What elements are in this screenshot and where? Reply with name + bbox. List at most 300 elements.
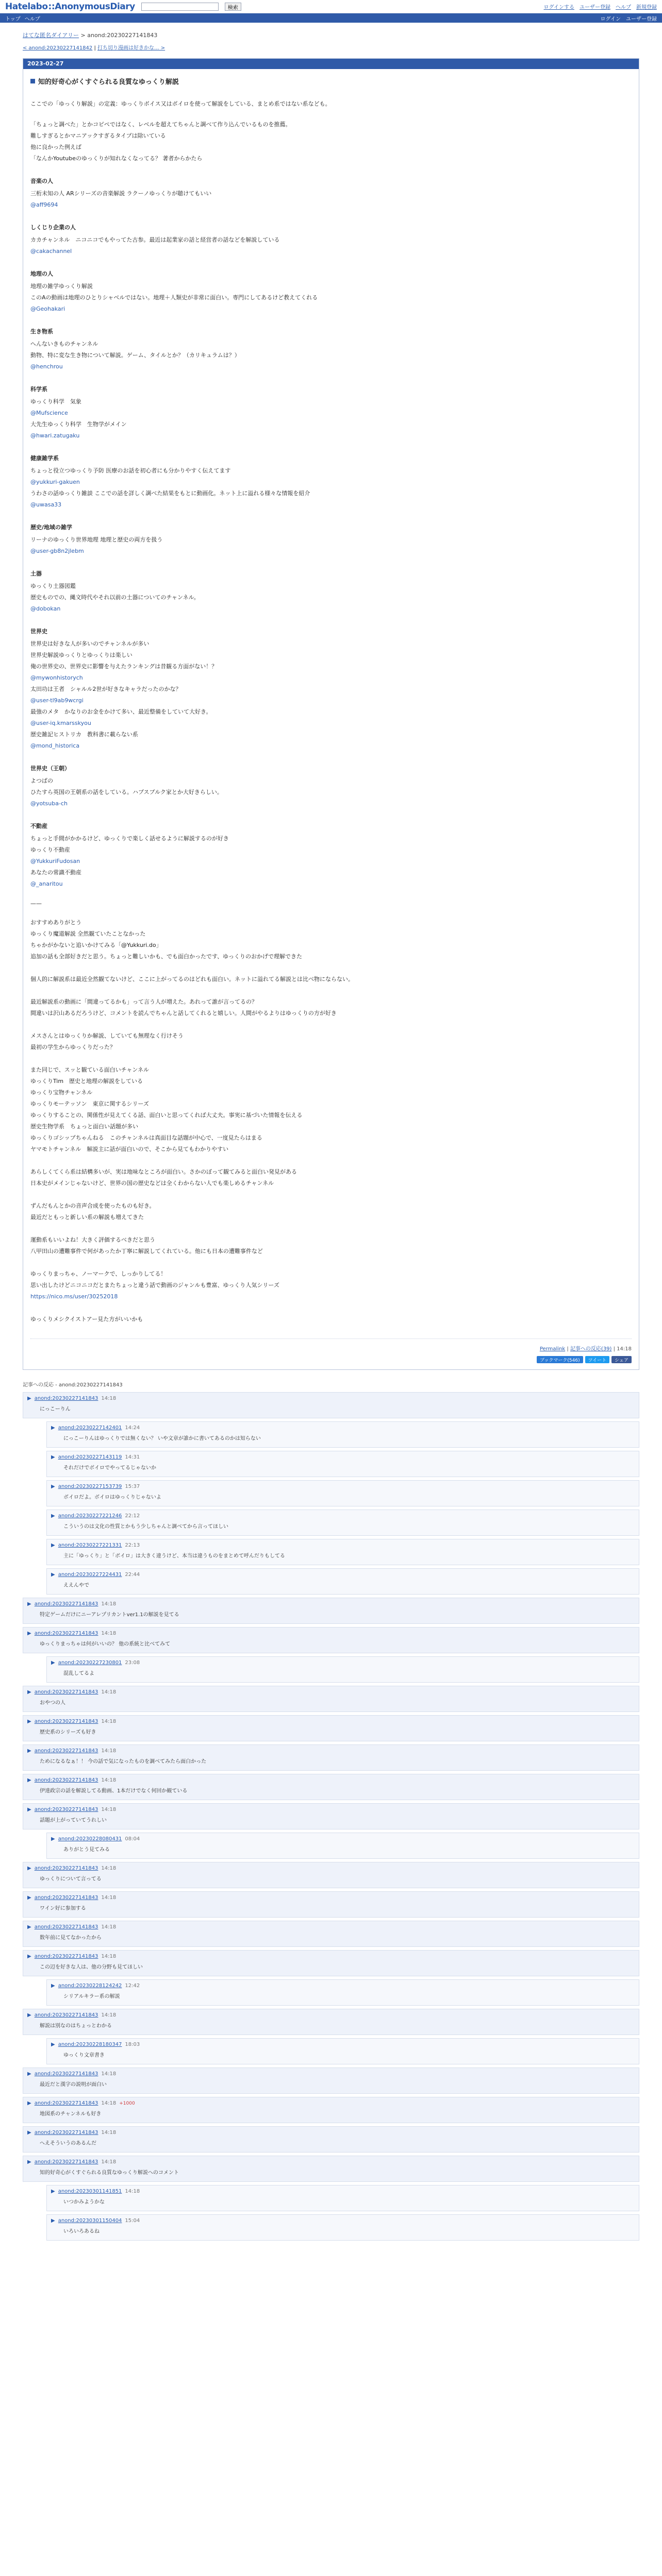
channel-handle-link[interactable]: @_anaritou: [30, 880, 63, 887]
tail-line: 間違いは沢山あるだろうけど、コメントを読んでちゃんと話してくれると嬉しい。人間がやるよりはゆっくりの方が好き: [30, 1010, 337, 1016]
tail-line: 歴史生物学系 ちょっと面白い話題が多い: [30, 1123, 138, 1130]
tail-line: ゆっくり魔道解説 全然観ていたことなかった: [30, 930, 146, 937]
tail-line: 最近解説系の動画に「間違ってるかも」って言う人が増えた。あれって誰が言ってるの？: [30, 998, 257, 1005]
tail-line: 個人的に解説系は最近全然観てないけど、ここに上がってるのはどれも面白い。ネットに溢れてる解説とは比べ物にならない。: [30, 976, 354, 982]
tail-line: ゆっくりまっちゃ、ノーマークで、しっかりしてる！: [30, 1270, 167, 1277]
comment-meta: [27, 2130, 635, 2136]
share-row: [30, 1356, 632, 1363]
reply-arrow-icon: ▶: [51, 2189, 55, 2194]
comment-meta: [51, 1513, 635, 1519]
comment-body: 歴史系のシリーズも好き: [40, 1730, 96, 1735]
breadcrumb-home[interactable]: はてな匿名ダイアリー: [23, 32, 79, 39]
tail-line: [30, 1223, 632, 1234]
comment-body: 混乱してるよ: [63, 1671, 94, 1676]
comment-meta: [27, 2100, 635, 2106]
comment-meta: [27, 2071, 635, 2077]
article-sections: [30, 177, 632, 890]
section-line: 世界史解説ゆっくりとゆっくりは楽しい: [30, 652, 133, 658]
reply-arrow-icon: ▶: [27, 1601, 31, 1607]
comment-time: 14:18: [101, 2012, 117, 2018]
comment-item: [46, 1539, 639, 1565]
comment-item: [23, 1627, 639, 1653]
section-line: ゆっくり土器図鑑: [30, 583, 76, 589]
section-line: このAの動画は地理のひとりシャベルではない。地理＋人類史が非常に面白い。専門にしてあるけど教えてくれる: [30, 294, 318, 301]
reply-arrow-icon: ▶: [27, 1631, 31, 1636]
comment-time: 14:18: [101, 1719, 117, 1724]
tail-line: また同じで、スッと観ている面白いチャンネル: [30, 1066, 150, 1073]
reply-arrow-icon: ▶: [51, 1543, 55, 1548]
comment-body: それだけでボイロでやってるじゃないか: [63, 1465, 156, 1471]
reply-arrow-icon: ▶: [27, 1689, 31, 1695]
comment-id-link[interactable]: anond:20230227141843: [34, 2159, 98, 2165]
comment-body: シリアルキラー系の解説: [63, 1994, 120, 1999]
comment-id-link[interactable]: anond:20230227141843: [34, 1748, 98, 1754]
reactions-link[interactable]: 記事への反応(39): [570, 1346, 612, 1352]
comment-body: へえそういうのあるんだ: [40, 2141, 96, 2146]
comment-time: 08:04: [125, 1836, 140, 1842]
comment-item: [23, 1744, 639, 1771]
comment-id-link[interactable]: anond:20230227141843: [34, 1777, 98, 1783]
subnav-help[interactable]: ヘルプ: [24, 16, 40, 22]
article-tail: [30, 917, 632, 1325]
comment-body: この辺を好きな人は、他の分野も見てほしい: [40, 1964, 143, 1970]
tail-line: [30, 1019, 632, 1030]
comment-meta: [27, 1777, 635, 1783]
reply-arrow-icon: ▶: [27, 2130, 31, 2136]
top-link-register[interactable]: ユーザー登録: [580, 5, 610, 10]
top-bar: [0, 0, 662, 13]
comment-id-link[interactable]: anond:20230227141843: [34, 1689, 98, 1695]
section-line: あなたの常識不動産: [30, 869, 81, 876]
channel-handle-link[interactable]: @dobokan: [30, 605, 61, 612]
comment-meta: [27, 1689, 635, 1695]
article: [23, 58, 639, 1370]
tail-line: ゆっくりTim 歴史と地理の解説をしている: [30, 1078, 143, 1084]
section-heading: 土器: [30, 570, 42, 577]
external-link[interactable]: https://nico.ms/user/30252018: [30, 1293, 118, 1300]
comment-time: 14:18: [101, 2071, 117, 2077]
comment-tag: +1000: [119, 2100, 135, 2106]
comment-id-link[interactable]: anond:20230228124242: [58, 1983, 122, 1989]
comment-time: 14:18: [125, 2189, 140, 2194]
title-square-icon: [30, 79, 35, 83]
comment-body: ためになるなぁ！！ 今の話で気になったものを調べてみたら面白かった: [40, 1759, 207, 1765]
section-heading: 生き物系: [30, 328, 53, 335]
reply-arrow-icon: ▶: [51, 1836, 55, 1842]
channel-handle-link[interactable]: @Mufscience: [30, 410, 68, 416]
comment-id-link[interactable]: anond:20230227141843: [34, 1396, 98, 1401]
comment-item: [46, 1568, 639, 1595]
comment-id-link[interactable]: anond:20230301150404: [58, 2218, 122, 2224]
comment-body: 知的好奇心がくすぐられる良質なゆっくり解説へのコメント: [40, 2170, 179, 2176]
intro-paragraph: 「ちょっと調べた」とかコピペではなく、レベルを超えてちゃんと調べて作り込んでいるものを推薦。 難しすぎるとかマニアックすぎるタイプは除いている 他に良かった例えば 「なんかYoutubeのゆっくりが知れなくなってる？ 著者からかたら: [30, 121, 291, 162]
section-line: カカチャンネル ニコニコでもやってた古参。最近は起業家の話と経営者の話などを解説している: [30, 236, 280, 243]
footer-sep: |: [565, 1346, 570, 1352]
comment-meta: [51, 2042, 635, 2047]
reply-arrow-icon: ▶: [27, 1954, 31, 1959]
section-line: リーナのゆっくり世界地理 地理と歴史の両方を扱う: [30, 536, 163, 543]
tweet-button[interactable]: ツイート: [585, 1356, 610, 1363]
breadcrumb-sep: >: [79, 32, 88, 39]
section-line: ゆっくり不動産: [30, 846, 70, 853]
logo-part2: ::AnonymousDiary: [48, 1, 135, 12]
reply-arrow-icon: ▶: [27, 1777, 31, 1783]
channel-handle-link[interactable]: @user-iq.kmarsskyou: [30, 720, 91, 726]
comment-id-link[interactable]: anond:20230227224431: [58, 1572, 122, 1578]
comment-id-link[interactable]: anond:20230227153739: [58, 1484, 122, 1489]
comment-body: ワイン好に参加する: [40, 1906, 86, 1911]
comment-body: 伊達政宗の話を解説してる動画、1本だけでなく何回か観ている: [40, 1788, 188, 1794]
section-line: よつばの: [30, 777, 53, 784]
comment-meta: [27, 1866, 635, 1871]
comment-id-link[interactable]: anond:20230227142401: [58, 1425, 122, 1431]
section-line: へんないきものチャンネル: [30, 341, 98, 347]
article-separator: ——: [30, 900, 42, 907]
reply-arrow-icon: ▶: [51, 1425, 55, 1431]
comment-body: ありがとう見てみる: [63, 1847, 110, 1853]
comment-item: [46, 1451, 639, 1477]
comment-id-link[interactable]: anond:20230227141843: [34, 1631, 98, 1636]
reply-arrow-icon: ▶: [27, 1866, 31, 1871]
comment-body: ええんやで: [63, 1583, 89, 1588]
section-line: ゆっくり科学 気象: [30, 398, 81, 405]
tail-line: [30, 985, 632, 996]
channel-handle-link[interactable]: @hwari.zatugaku: [30, 432, 80, 439]
comment-item: [23, 2156, 639, 2182]
comment-id-link[interactable]: anond:20230228180347: [58, 2042, 122, 2047]
comment-id-link[interactable]: anond:20230227230801: [58, 1660, 122, 1666]
section-heading: 地理の人: [30, 270, 53, 277]
comment-time: 14:18: [101, 1866, 117, 1871]
reply-arrow-icon: ▶: [51, 1513, 55, 1519]
comments-list: [0, 1392, 662, 2241]
comment-meta: [27, 1954, 635, 1959]
channel-handle-link[interactable]: @Geohakari: [30, 306, 65, 312]
pager-prev[interactable]: < anond:20230227141842: [23, 45, 93, 51]
comment-id-link[interactable]: anond:20230227141843: [34, 1924, 98, 1930]
comment-meta: [51, 2189, 635, 2194]
comment-id-link[interactable]: anond:20230227141843: [34, 1601, 98, 1607]
comment-meta: [51, 1454, 635, 1460]
comment-time: 14:18: [101, 1924, 117, 1930]
comment-meta: [51, 1543, 635, 1548]
comment-time: 14:18: [101, 1601, 117, 1607]
comment-id-link[interactable]: anond:20230227221246: [58, 1513, 122, 1519]
bookmark-button[interactable]: ブックマーク(546): [537, 1356, 583, 1363]
reply-arrow-icon: ▶: [27, 1807, 31, 1812]
comment-time: 14:18: [101, 1631, 117, 1636]
section-line: 歴史雑記ヒストリカ 教科書に載らない系: [30, 731, 138, 738]
comment-time: 22:12: [125, 1513, 140, 1519]
comment-body: 特定ゲームだけにニーアレプリカントver1.1の解説を見てる: [40, 1612, 179, 1618]
reply-arrow-icon: ▶: [51, 1983, 55, 1989]
comment-id-link[interactable]: anond:20230227141843: [34, 2071, 98, 2077]
tail-line: ゆっくりゴシップちゃんねる このチャンネルは真面目な話題が中心で、一度見たらはまる: [30, 1134, 262, 1141]
comment-meta: [51, 1484, 635, 1489]
tail-line: あらしくてくら系は結構多いが、実は地味なところが面白い。さかのぼって観てみると面白い発見がある: [30, 1168, 297, 1175]
comment-time: 14:24: [125, 1425, 140, 1431]
comment-body: いつかみようかな: [63, 2199, 105, 2205]
comment-id-link[interactable]: anond:20230227141843: [34, 1719, 98, 1724]
section-line: 地理の雑学ゆっくり解説: [30, 283, 93, 290]
comment-meta: [51, 1660, 635, 1666]
channel-handle-link[interactable]: @cakachannel: [30, 248, 72, 255]
reply-arrow-icon: ▶: [27, 2071, 31, 2077]
comment-body: 主に「ゆっくり」と「ボイロ」は大きく違うけど、本当は違うものをまとめて呼んだりもしてる: [63, 1553, 285, 1559]
tail-line: 運動系もいいよね！大きく評価するべきだと思う: [30, 1236, 155, 1243]
tail-line: [30, 1257, 632, 1268]
tail-line: [30, 1302, 632, 1314]
reply-arrow-icon: ▶: [27, 2100, 31, 2106]
reply-arrow-icon: ▶: [51, 2218, 55, 2224]
comment-time: 14:18: [101, 1777, 117, 1783]
comment-item: [46, 2214, 639, 2241]
article-date: 2023-02-27: [23, 59, 639, 69]
reply-arrow-icon: ▶: [27, 1748, 31, 1754]
comment-item: [23, 1862, 639, 1888]
comment-meta: [27, 1396, 635, 1401]
top-link-new[interactable]: 新規登録: [636, 5, 657, 10]
reply-arrow-icon: ▶: [27, 1895, 31, 1901]
comment-id-link[interactable]: anond:20230227143119: [58, 1454, 122, 1460]
comment-body: 話題が上がっていてうれしい: [40, 1818, 107, 1823]
comment-item: [46, 2185, 639, 2211]
comment-id-link[interactable]: anond:20230227141843: [34, 1866, 98, 1871]
pager-next[interactable]: 打ち切り漫画は好きかな... >: [97, 45, 166, 51]
tail-line: メスさんとはゆっくりか解説、していても無理なく行けそう: [30, 1032, 184, 1039]
comment-body: ボイロだよ。ボイロはゆっくりじゃないよ: [63, 1495, 161, 1500]
comment-time: 12:42: [125, 1983, 140, 1989]
top-links: [544, 3, 657, 10]
comment-id-link[interactable]: anond:20230301141851: [58, 2189, 122, 2194]
reply-arrow-icon: ▶: [27, 2159, 31, 2165]
breadcrumb-current: anond:20230227141843: [87, 32, 158, 39]
site-logo[interactable]: [5, 2, 135, 12]
comment-body: 解説は別なのはちょっとわかる: [40, 2023, 112, 2029]
channel-handle-link[interactable]: @mond_historica: [30, 742, 80, 749]
comment-body: 最近だと漢字の説明が面白い: [40, 2082, 107, 2088]
channel-handle-link[interactable]: @uwasa33: [30, 501, 62, 508]
comment-meta: [27, 2012, 635, 2018]
channel-handle-link[interactable]: @henchrou: [30, 363, 63, 370]
article-title-row: [30, 76, 632, 86]
section-line: 世界史は好きな人が多いのでチャンネルが多い: [30, 640, 150, 647]
comment-item: [23, 2067, 639, 2094]
section-line: ちょっと手間がかかるけど、ゆっくりで楽しく話せるように解説するのが好き: [30, 835, 229, 842]
tail-line: ゆっくり宝物チャンネル: [30, 1089, 93, 1096]
article-body: [23, 69, 639, 1369]
search-button[interactable]: 検索: [225, 3, 241, 11]
tail-line: [30, 1189, 632, 1200]
pager-sep: |: [92, 45, 98, 51]
tail-line: ずんだもんとかの音声合成を使ったものも好き。: [30, 1202, 155, 1209]
comment-time: 14:18: [101, 1748, 117, 1754]
comment-meta: [51, 1983, 635, 1989]
comment-item: [23, 1950, 639, 1976]
comment-id-link[interactable]: anond:20230227141843: [34, 1807, 98, 1812]
comment-body: にっこーりんはゆっくりでは無くない？ いや文章が誰かに書いてあるのかは知らない: [63, 1436, 261, 1442]
channel-handle-link[interactable]: @user-tl9ab9wcrgi: [30, 697, 84, 704]
comment-time: 15:37: [125, 1484, 140, 1489]
comment-item: [46, 2038, 639, 2064]
comment-time: 22:13: [125, 1543, 140, 1548]
comment-item: [23, 1803, 639, 1829]
comment-meta: [27, 1601, 635, 1607]
top-link-login[interactable]: ログインする: [543, 5, 574, 10]
comment-id-link[interactable]: anond:20230227141843: [34, 2130, 98, 2136]
breadcrumb: [0, 23, 662, 41]
comment-time: 14:18: [101, 1895, 117, 1901]
tail-line: ゆっくりメシクイストアー見た方がいいかも: [30, 1316, 143, 1323]
comment-body: いろいろあるね: [63, 2229, 100, 2234]
sub-nav: [0, 13, 662, 23]
comment-item: [23, 1686, 639, 1712]
comment-id-link[interactable]: anond:20230228080431: [58, 1836, 122, 1842]
reply-arrow-icon: ▶: [27, 1924, 31, 1930]
permalink[interactable]: Permalink: [539, 1346, 566, 1352]
comment-id-link[interactable]: anond:20230227221331: [58, 1543, 122, 1548]
reply-arrow-icon: ▶: [51, 1572, 55, 1578]
comment-body: こういうのは文化の性質とかもう少しちゃんと調べてから言ってほしい: [63, 1524, 228, 1530]
article-title[interactable]: 知的好奇心がくすぐられる良質なゆっくり解説: [38, 78, 179, 86]
comment-meta: [51, 1836, 635, 1842]
comment-item: [23, 1891, 639, 1918]
section-line: ひたすら英国の王朝系の話をしている。ハプスブルク家とか大好きらしい。: [30, 789, 223, 795]
comment-time: 23:08: [125, 1660, 140, 1666]
pager: [0, 41, 662, 58]
tail-line: 最近だともっと新しい系の解説も増えてきた: [30, 1214, 144, 1221]
comment-meta: [51, 2218, 635, 2224]
section-heading: 歴史/地域の雑学: [30, 524, 73, 531]
comment-time: 14:18: [101, 1689, 117, 1695]
comment-body: にっこーりん: [40, 1406, 71, 1412]
section-heading: 音楽の人: [30, 178, 53, 184]
tail-line: ゆっくりすることの、関係性が見えてくる話、面白いと思ってくれば大丈夫。事実に基づいた情報を伝える: [30, 1112, 303, 1118]
channel-handle-link[interactable]: @YukkuriFudosan: [30, 858, 80, 865]
comment-item: [46, 1480, 639, 1506]
tail-line: 追加の話も全部好きだと思う。ちょっと難しいかも、でも面白かったです、ゆっくりのおかげで理解できた: [30, 953, 303, 960]
reply-arrow-icon: ▶: [51, 1660, 55, 1666]
article-intro: [30, 98, 632, 164]
section-line: 動物、特に変な生き物について解説。ゲーム、タイルとか？（カリキュラムは？）: [30, 352, 240, 359]
comment-id-link[interactable]: anond:20230227141843: [34, 1895, 98, 1901]
comment-body: ゆっくりまっちゃは何がいいの？ 他の系統と比べてみて: [40, 1641, 171, 1647]
article-footer: [30, 1338, 632, 1363]
section-line: 三桁未知の人 ARシリーズの音楽解説 ラクーノゆっくりが聴けてもいい: [30, 190, 212, 197]
top-link-help[interactable]: ヘルプ: [616, 5, 631, 10]
comment-body: 数年前に見てなかったから: [40, 1935, 102, 1941]
comment-time: 14:31: [125, 1454, 140, 1460]
comment-time: 15:04: [125, 2218, 140, 2224]
section-heading: 世界史: [30, 628, 47, 635]
comment-id-link[interactable]: anond:20230227141843: [34, 2012, 98, 2018]
tail-line: おすすめありがとう: [30, 919, 82, 926]
comment-meta: [27, 1748, 635, 1754]
comment-time: 22:44: [125, 1572, 140, 1578]
comment-id-link[interactable]: anond:20230227141843: [34, 1954, 98, 1959]
section-heading: 健康雑学系: [30, 455, 59, 462]
comment-body: 地図系のチャンネルも好き: [40, 2111, 102, 2117]
comment-item: [23, 2009, 639, 2035]
comment-body: ゆっくり文章書き: [63, 2053, 105, 2058]
reply-arrow-icon: ▶: [51, 1454, 55, 1460]
section-line: ちょっと役立つゆっくり予防 医療のお話を初心者にも分かりやすく伝えてます: [30, 467, 231, 474]
tail-line: [30, 1053, 632, 1064]
comment-item: [23, 2097, 639, 2123]
section-line: 大先生ゆっくり科学 生物学がメイン: [30, 421, 127, 428]
channel-handle-link[interactable]: @mywonhistorych: [30, 674, 83, 681]
channel-handle-link[interactable]: @yukkuri-gakuen: [30, 479, 80, 485]
comment-time: 14:18: [101, 1396, 117, 1401]
reply-arrow-icon: ▶: [51, 2042, 55, 2047]
comment-item: [46, 1510, 639, 1536]
comment-item: [46, 1833, 639, 1859]
section-heading: 科学系: [30, 386, 47, 393]
comment-time: 14:18: [101, 1954, 117, 1959]
comment-meta: [27, 1631, 635, 1636]
comment-item: [23, 1774, 639, 1800]
tail-line: ちゃかがかないと追いかけてみる「@Yukkuri.do」: [30, 942, 162, 948]
section-heading: 不動産: [30, 823, 47, 829]
comments-heading: 記事への反応 - anond:20230227141843: [23, 1382, 123, 1388]
reply-arrow-icon: ▶: [27, 2012, 31, 2018]
comment-item: [23, 2126, 639, 2153]
tail-line: 日本史がメインじゃないけど、世界の国の歴史などは全くわからない人でも楽しめるチャンネル: [30, 1180, 274, 1187]
comment-body: ゆっくりについて言ってる: [40, 1876, 102, 1882]
section-heading: しくじり企業の人: [30, 224, 76, 231]
channel-handle-link[interactable]: @yotsuba-ch: [30, 800, 68, 807]
comment-time: 14:18: [101, 1807, 117, 1812]
comment-meta: [27, 2159, 635, 2165]
subnav-login[interactable]: ログイン: [600, 16, 621, 22]
section-heading: 世界史（王朝）: [30, 765, 70, 772]
reply-arrow-icon: ▶: [27, 1396, 31, 1401]
tail-line: 八甲田山の遭難事件で何があったか丁寧に解説してくれている。他にも日本の遭難事件など: [30, 1248, 263, 1255]
logo-part1: Hatelabo: [5, 1, 48, 12]
footer-time: | 14:18: [611, 1346, 632, 1352]
comment-time: 14:18: [101, 2100, 117, 2106]
reply-arrow-icon: ▶: [51, 1484, 55, 1489]
comment-time: 14:18: [101, 2159, 117, 2165]
section-line: 太田功は王者 シャルル2世が好きなキャラだったのかな？: [30, 686, 181, 692]
tail-line: [30, 1155, 632, 1166]
tail-line: 思い出したけどニコニコだとまたちょっと違う話で動画のジャンルも豊富、ゆっくり人気シリーズ: [30, 1282, 279, 1289]
section-line: うわさの話ゆっくり雑談 ここでの話を詳しく調べた結果をもとに動画化。ネット上に溢れる様々な情報を紹介: [30, 490, 310, 497]
tail-line: [30, 962, 632, 974]
tail-line: 最初の学生からゆっくりだった？: [30, 1044, 115, 1050]
channel-handle-link[interactable]: @aff9694: [30, 201, 58, 208]
comment-item: [46, 1979, 639, 2006]
channel-handle-link[interactable]: @user-gb8n2jlebm: [30, 548, 84, 554]
comment-meta: [51, 1425, 635, 1431]
comment-meta: [51, 1572, 635, 1578]
tail-line: ゆっくりモーテッソン 東京に関するシリーズ: [30, 1100, 149, 1107]
subnav-top[interactable]: トップ: [5, 16, 21, 22]
comment-body: おやつの人: [40, 1700, 65, 1706]
comment-item: [23, 1598, 639, 1624]
comment-item: [46, 1656, 639, 1683]
search-input[interactable]: [141, 3, 219, 11]
comment-item: [46, 1421, 639, 1448]
share-button[interactable]: シェア: [611, 1356, 632, 1363]
reply-arrow-icon: ▶: [27, 1719, 31, 1724]
section-line: 俺の世界史の、世界史に影響を与えたランキングは昔観る方面がない！？: [30, 663, 218, 670]
comment-item: [23, 1715, 639, 1741]
comment-meta: [27, 1924, 635, 1930]
comment-id-link[interactable]: anond:20230227141843: [34, 2100, 98, 2106]
subnav-register[interactable]: ユーザー登録: [626, 16, 657, 22]
tail-line: ヤマモトチャンネル 解説主に話が面白いので、そこから見てもわかりやすい: [30, 1146, 229, 1153]
